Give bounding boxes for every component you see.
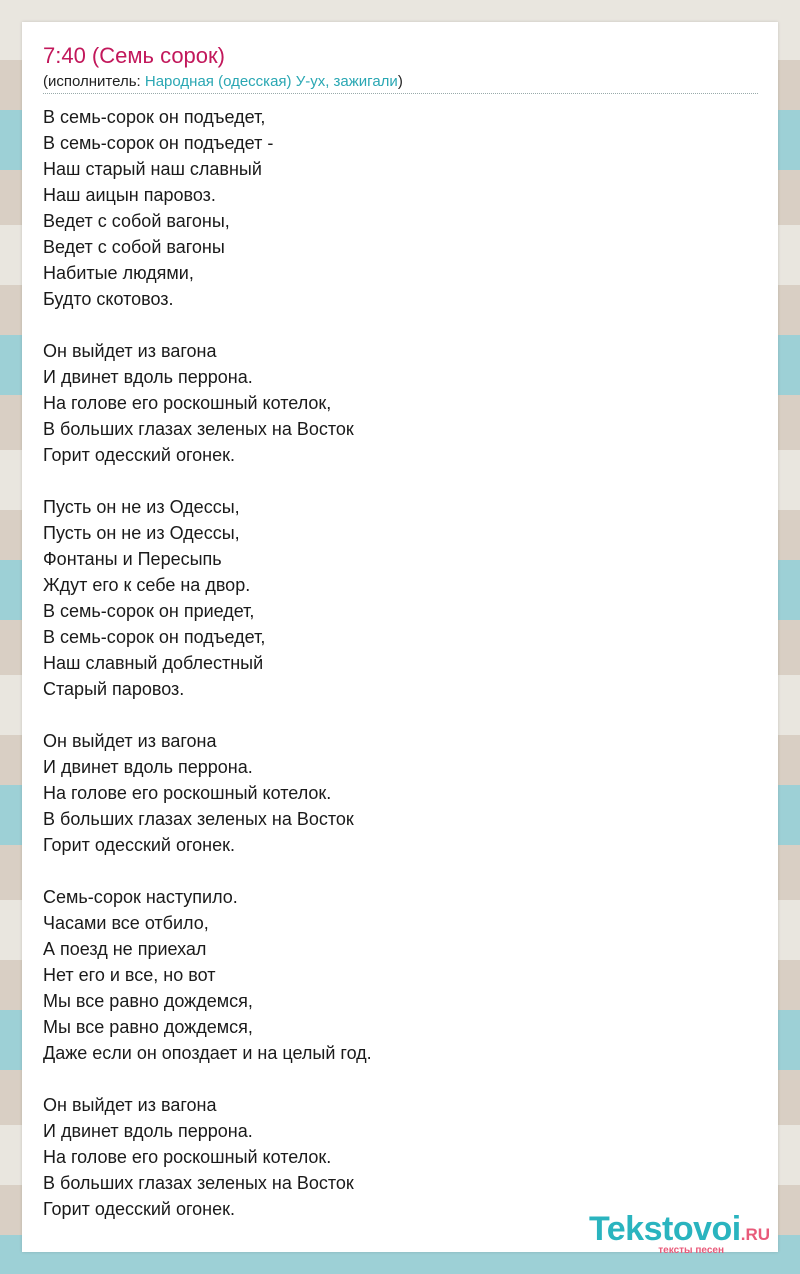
stanza bbox=[43, 104, 758, 312]
lyric-line: В семь-сорок он приедет, bbox=[43, 601, 255, 621]
stanza bbox=[43, 1092, 758, 1222]
lyric-line: Он выйдет из вагона bbox=[43, 731, 217, 751]
lyric-line: Горит одесский огонек. bbox=[43, 835, 235, 855]
lyric-line: Наш старый наш славный bbox=[43, 159, 262, 179]
lyric-line: Он выйдет из вагона bbox=[43, 341, 217, 361]
site-logo[interactable] bbox=[589, 1210, 770, 1256]
artist-prefix: (исполнитель: bbox=[43, 73, 145, 90]
stanza bbox=[43, 338, 758, 468]
lyric-line: Будто скотовоз. bbox=[43, 289, 174, 309]
logo-tagline: тексты песен bbox=[658, 1245, 724, 1256]
lyric-line: И двинет вдоль перрона. bbox=[43, 757, 253, 777]
artist-suffix: ) bbox=[397, 73, 403, 90]
lyric-line: Ведет с собой вагоны, bbox=[43, 211, 230, 231]
lyric-line: В больших глазах зеленых на Восток bbox=[43, 1173, 354, 1193]
lyric-line: Он выйдет из вагона bbox=[43, 1095, 217, 1115]
lyric-line: Фонтаны и Пересыпь bbox=[43, 549, 222, 569]
divider bbox=[43, 93, 758, 94]
lyric-line: Семь-сорок наступило. bbox=[43, 887, 238, 907]
lyric-line: Даже если он опоздает и на целый год. bbox=[43, 1043, 372, 1063]
lyric-line: Мы все равно дождемся, bbox=[43, 1017, 253, 1037]
lyric-line: На голове его роскошный котелок, bbox=[43, 393, 332, 413]
stanza bbox=[43, 494, 758, 702]
lyric-line: И двинет вдоль перрона. bbox=[43, 367, 253, 387]
lyric-line: Набитые людями, bbox=[43, 263, 194, 283]
lyric-line: Наш славный доблестный bbox=[43, 653, 264, 673]
logo-suffix-text: .RU bbox=[740, 1225, 770, 1244]
stanza bbox=[43, 728, 758, 858]
lyric-line: Горит одесский огонек. bbox=[43, 445, 235, 465]
lyric-line: Нет его и все, но вот bbox=[43, 965, 216, 985]
lyric-line: На голове его роскошный котелок. bbox=[43, 1147, 332, 1167]
lyric-line: Старый паровоз. bbox=[43, 679, 185, 699]
lyric-line: Горит одесский огонек. bbox=[43, 1199, 235, 1219]
lyric-line: Ведет с собой вагоны bbox=[43, 237, 225, 257]
lyric-line: А поезд не приехал bbox=[43, 939, 207, 959]
lyric-line: В семь-сорок он подъедет - bbox=[43, 133, 274, 153]
lyric-line: Ждут его к себе на двор. bbox=[43, 575, 251, 595]
lyric-line: В семь-сорок он подъедет, bbox=[43, 107, 266, 127]
artist-link[interactable]: Народная (одесская) У-ух, зажигали bbox=[144, 73, 398, 90]
lyric-line: Часами все отбило, bbox=[43, 913, 209, 933]
lyric-line: В больших глазах зеленых на Восток bbox=[43, 419, 354, 439]
artist-line bbox=[43, 73, 403, 91]
lyric-line: Наш аицын паровоз. bbox=[43, 185, 216, 205]
lyrics-body bbox=[43, 104, 758, 1248]
logo-main-text: Tekstovoi bbox=[589, 1210, 741, 1248]
song-title: 7:40 (Семь сорок) bbox=[43, 43, 225, 68]
lyric-line: Пусть он не из Одессы, bbox=[43, 497, 240, 517]
lyric-line: В больших глазах зеленых на Восток bbox=[43, 809, 354, 829]
lyric-line: На голове его роскошный котелок. bbox=[43, 783, 332, 803]
lyric-line: И двинет вдоль перрона. bbox=[43, 1121, 253, 1141]
stanza bbox=[43, 884, 758, 1066]
lyrics-card bbox=[22, 22, 778, 1256]
lyric-line: Мы все равно дождемся, bbox=[43, 991, 253, 1011]
lyric-line: Пусть он не из Одессы, bbox=[43, 523, 240, 543]
lyric-line: В семь-сорок он подъедет, bbox=[43, 627, 266, 647]
